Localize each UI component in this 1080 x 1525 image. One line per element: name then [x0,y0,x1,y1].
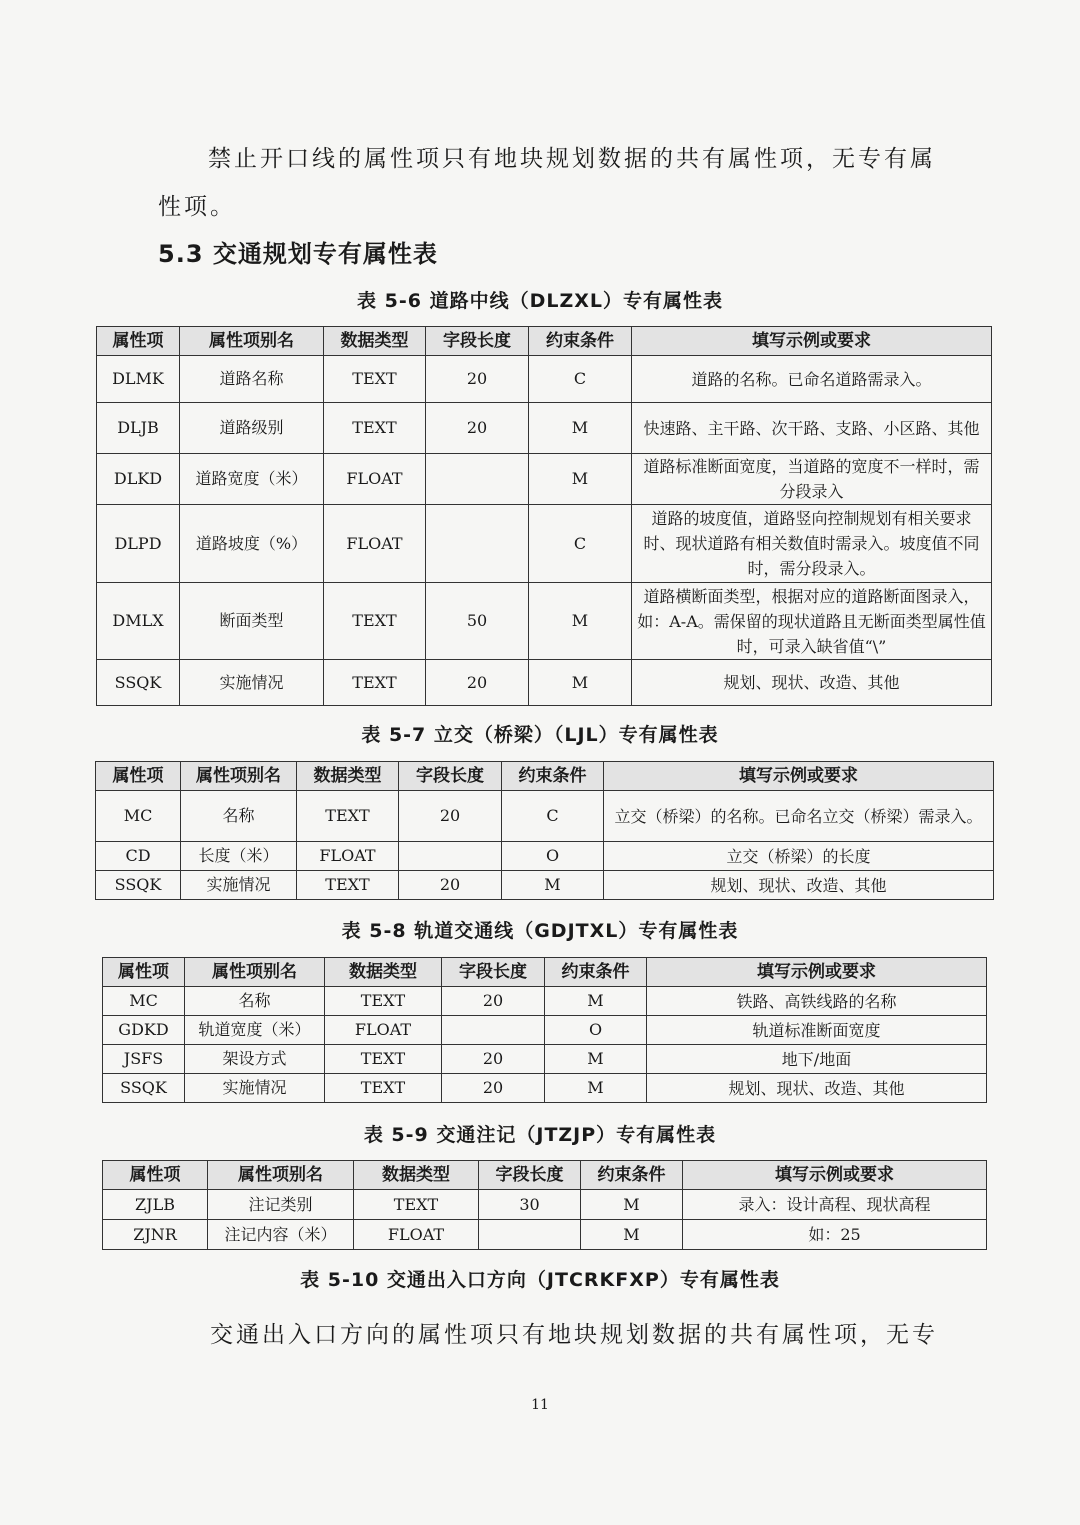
cell-constraint: M [545,1074,647,1103]
table-header-row [103,958,987,987]
cell-type: FLOAT [325,1016,442,1045]
cell-length: 20 [399,871,502,900]
cell-constraint: M [581,1220,683,1250]
cell-requirement: 录入：设计高程、现状高程 [683,1190,987,1220]
table-row [97,356,992,403]
cell-constraint: C [529,356,632,403]
intro-line-2: 性项。 [158,194,236,220]
cell-length [442,1016,545,1045]
cell-alias: 实施情况 [181,871,297,900]
table-row [97,454,992,505]
cell-field: DMLX [97,583,180,660]
header-cell: 属性项 [97,327,180,356]
table-header-row [97,327,992,356]
table-5-6 [96,326,992,706]
cell-type: FLOAT [297,842,399,871]
cell-type: TEXT [354,1190,479,1220]
header-cell: 属性项别名 [185,958,325,987]
cell-field: GDKD [103,1016,185,1045]
cell-requirement: 规划、现状、改造、其他 [632,660,992,706]
cell-constraint: M [529,660,632,706]
cell-type: FLOAT [324,505,426,583]
cell-alias: 注记类别 [208,1190,354,1220]
cell-field: DLMK [97,356,180,403]
section-heading: 5.3 交通规划专有属性表 [158,240,438,268]
cell-constraint: M [581,1190,683,1220]
cell-constraint: M [529,454,632,505]
header-cell: 属性项别名 [181,762,297,791]
cell-field: ZJLB [103,1190,208,1220]
header-cell: 属性项 [103,1161,208,1190]
cell-field: CD [96,842,181,871]
cell-type: FLOAT [354,1220,479,1250]
cell-type: FLOAT [324,454,426,505]
table-5-9 [102,1160,987,1250]
table-row [103,1016,987,1045]
table-row [103,1220,987,1250]
cell-constraint: M [545,987,647,1016]
table-row [96,871,994,900]
table-row [96,791,994,842]
cell-requirement: 道路的坡度值，道路竖向控制规划有相关要求时、现状道路有相关数值时需录入。坡度值不同时，需分段录入。 [632,505,992,583]
table-5-7-caption: 表 5-7 立交（桥梁）（LJL）专有属性表 [361,724,719,746]
cell-constraint: O [502,842,604,871]
table-row [97,583,992,660]
cell-constraint: C [529,505,632,583]
cell-alias: 道路名称 [180,356,324,403]
table-header-row [103,1161,987,1190]
header-cell: 约束条件 [529,327,632,356]
cell-alias: 断面类型 [180,583,324,660]
cell-alias: 实施情况 [185,1074,325,1103]
cell-field: SSQK [97,660,180,706]
cell-requirement: 立交（桥梁）的长度 [604,842,994,871]
cell-type: TEXT [325,987,442,1016]
cell-alias: 轨道宽度（米） [185,1016,325,1045]
header-cell: 字段长度 [399,762,502,791]
cell-alias: 名称 [181,791,297,842]
table-5-8-caption: 表 5-8 轨道交通线（GDJTXL）专有属性表 [341,920,739,942]
cell-constraint: M [529,583,632,660]
table-row [97,660,992,706]
table-5-7 [95,761,994,900]
page-number: 11 [531,1397,549,1413]
header-cell: 约束条件 [502,762,604,791]
cell-field: JSFS [103,1045,185,1074]
header-cell: 填写示例或要求 [647,958,987,987]
cell-length: 50 [426,583,529,660]
cell-requirement: 道路标准断面宽度，当道路的宽度不一样时，需分段录入 [632,454,992,505]
cell-requirement: 铁路、高铁线路的名称 [647,987,987,1016]
table-5-8 [102,957,987,1103]
header-cell: 约束条件 [545,958,647,987]
header-cell: 字段长度 [479,1161,581,1190]
table-5-9-caption: 表 5-9 交通注记（JTZJP）专有属性表 [363,1124,717,1146]
table-row [96,842,994,871]
cell-length: 20 [426,403,529,454]
header-cell: 字段长度 [442,958,545,987]
cell-constraint: O [545,1016,647,1045]
cell-type: TEXT [325,1045,442,1074]
cell-type: TEXT [324,356,426,403]
cell-length [426,505,529,583]
cell-field: ZJNR [103,1220,208,1250]
table-5-6-caption: 表 5-6 道路中线（DLZXL）专有属性表 [357,290,723,312]
table-header-row [96,762,994,791]
cell-alias: 注记内容（米） [208,1220,354,1250]
cell-type: TEXT [324,583,426,660]
cell-alias: 道路级别 [180,403,324,454]
cell-field: MC [96,791,181,842]
cell-type: TEXT [297,871,399,900]
intro-line-1: 禁止开口线的属性项只有地块规划数据的共有属性项，无专有属 [208,146,936,172]
cell-length: 20 [442,1045,545,1074]
cell-alias: 道路坡度（%） [180,505,324,583]
cell-alias: 名称 [185,987,325,1016]
table-row [97,505,992,583]
cell-field: DLPD [97,505,180,583]
header-cell: 填写示例或要求 [683,1161,987,1190]
cell-alias: 长度（米） [181,842,297,871]
table-5-10-caption: 表 5-10 交通出入口方向（JTCRKFXP）专有属性表 [300,1269,780,1291]
table-row [103,987,987,1016]
cell-requirement: 道路横断面类型，根据对应的道路断面图录入，如：A-A。需保留的现状道路且无断面类型属性值时，可录入缺省值“\” [632,583,992,660]
cell-length: 20 [426,660,529,706]
header-cell: 数据类型 [297,762,399,791]
cell-requirement: 规划、现状、改造、其他 [604,871,994,900]
cell-length [479,1220,581,1250]
cell-length: 20 [442,987,545,1016]
header-cell: 属性项 [103,958,185,987]
outro-line: 交通出入口方向的属性项只有地块规划数据的共有属性项，无专 [210,1322,938,1348]
cell-field: DLJB [97,403,180,454]
cell-constraint: M [529,403,632,454]
cell-length: 20 [399,791,502,842]
header-cell: 属性项 [96,762,181,791]
cell-requirement: 如：25 [683,1220,987,1250]
cell-alias: 架设方式 [185,1045,325,1074]
cell-alias: 道路宽度（米） [180,454,324,505]
table-row [103,1074,987,1103]
cell-requirement: 轨道标准断面宽度 [647,1016,987,1045]
cell-length: 20 [442,1074,545,1103]
cell-field: SSQK [96,871,181,900]
header-cell: 数据类型 [325,958,442,987]
header-cell: 字段长度 [426,327,529,356]
cell-constraint: C [502,791,604,842]
cell-length: 20 [426,356,529,403]
cell-type: TEXT [324,403,426,454]
cell-length: 30 [479,1190,581,1220]
cell-type: TEXT [325,1074,442,1103]
header-cell: 填写示例或要求 [632,327,992,356]
header-cell: 填写示例或要求 [604,762,994,791]
cell-field: MC [103,987,185,1016]
cell-type: TEXT [324,660,426,706]
header-cell: 约束条件 [581,1161,683,1190]
cell-requirement: 立交（桥梁）的名称。已命名立交（桥梁）需录入。 [604,791,994,842]
cell-requirement: 规划、现状、改造、其他 [647,1074,987,1103]
cell-type: TEXT [297,791,399,842]
cell-constraint: M [545,1045,647,1074]
cell-requirement: 地下/地面 [647,1045,987,1074]
cell-constraint: M [502,871,604,900]
table-row [97,403,992,454]
cell-requirement: 快速路、主干路、次干路、支路、小区路、其他 [632,403,992,454]
table-row [103,1190,987,1220]
cell-requirement: 道路的名称。已命名道路需录入。 [632,356,992,403]
header-cell: 属性项别名 [208,1161,354,1190]
cell-alias: 实施情况 [180,660,324,706]
header-cell: 数据类型 [354,1161,479,1190]
header-cell: 属性项别名 [180,327,324,356]
cell-field: DLKD [97,454,180,505]
cell-length [426,454,529,505]
header-cell: 数据类型 [324,327,426,356]
cell-field: SSQK [103,1074,185,1103]
cell-length [399,842,502,871]
table-row [103,1045,987,1074]
